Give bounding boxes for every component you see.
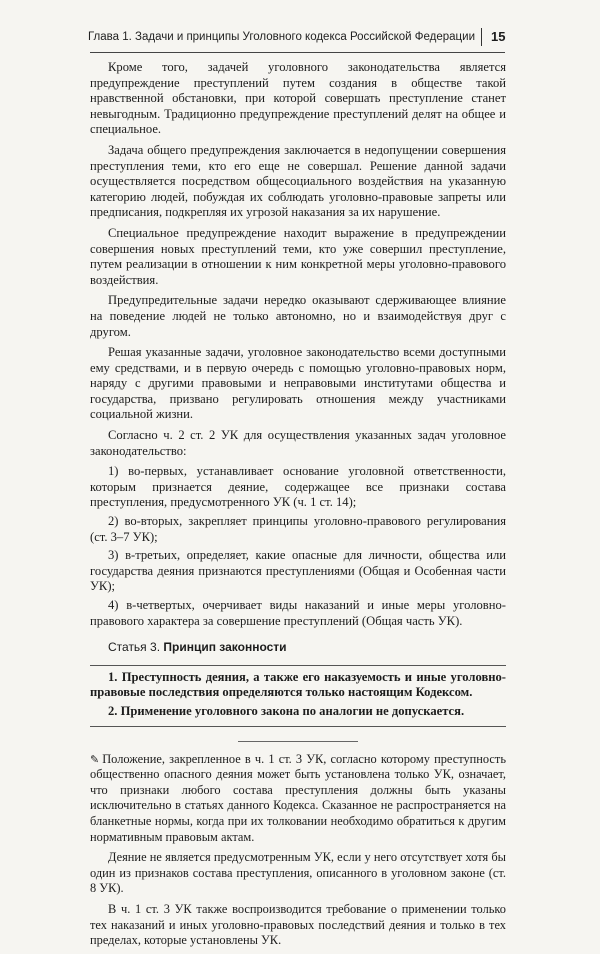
comment-paragraph: В ч. 1 ст. 3 УК также воспроизводится требование о применении только тех наказаний и иных уголовно-правовых последствий деяния и только в тех пределах, которые установлены УК. [90, 901, 506, 948]
commentary [90, 752, 506, 949]
comment-paragraph: Деяние не является предусмотренным УК, если у него отсутствует хотя бы один из признаков состава преступления, описанного в уголовном законе (ст. 8 УК). [90, 850, 506, 896]
comment-paragraph-text: Положение, закрепленное в ч. 1 ст. 3 УК, согласно которому преступность общественно опасного деяния может быть установлена только УК, означает, что признаки любого состава преступления должны быть указаны исключительно в статьях данного Кодекса. Сказанное не распространяется на бланкетные нормы, когда при их толковании необходимо обратиться к другим нормативным правовым актам. [90, 751, 506, 844]
article-text-box [90, 665, 506, 727]
article-part: 2. Применение уголовного закона по аналогии не допускается. [108, 703, 465, 718]
header-rule [90, 52, 505, 53]
list-item: 1) во-первых, устанавливает основание уголовной ответственности, которым признается деяние, содержащее все признаки состава преступления, предусмотренного УК (ч. 1 ст. 14); [90, 464, 506, 510]
article-part: 1. Преступность деяния, а также его наказуемость и иные уголовно-правовые последствия определяются только настоящим Кодексом. [90, 669, 506, 700]
list-item: 3) в-третьих, определяет, какие опасные для личности, общества или государства деяния признаются преступлениями (Общая и Особенная части УК); [90, 548, 506, 594]
paragraph: Специальное предупреждение находит выражение в предупреждении совершения новых преступлений теми, кто уже совершил преступление, путем реализации в отношении к ним конкретной меры уголовно-правового воздействия. [90, 225, 506, 287]
comment-divider [238, 741, 358, 742]
paragraph: Кроме того, задачей уголовного законодательства является предупреждение преступлений путем создания в обществе такой нравственной обстановки, при которой совершать преступление станет невыгодным. Традиционно предупреждение преступлений делят на общее и специальное. [90, 60, 506, 137]
list-item: 2) во-вторых, закрепляет принципы уголовно-правового регулирования (ст. 3–7 УК); [90, 514, 506, 544]
paragraph: Задача общего предупреждения заключается в недопущении совершения преступления теми, кто его еще не совершал. Решение данной задачи осуществляется посредством общесоциального воздействия на указанную категорию людей, побуждая их соблюдать уголовно-правовые запреты или предписания, подкрепляя их угрозой наказания за их нарушение. [90, 142, 506, 220]
page-body [90, 60, 506, 954]
article-heading [90, 640, 506, 656]
paragraph: Согласно ч. 2 ст. 2 УК для осуществления указанных задач уголовное законодательство: [90, 428, 506, 458]
page-number: 15 [491, 29, 506, 44]
list-item: 4) в-четвертых, очерчивает виды наказаний и иные меры уголовно-правового характера за совершение преступлений (Общая часть УК). [90, 598, 506, 628]
running-header [0, 28, 600, 50]
header-separator [481, 28, 482, 46]
chapter-title: Глава 1. Задачи и принципы Уголовного кодекса Российской Федерации [87, 31, 475, 43]
comment-paragraph [90, 752, 506, 846]
article-name: Принцип законности [163, 640, 287, 655]
paragraph: Решая указанные задачи, уголовное законодательство всеми доступными ему средствами, и в первую очередь с помощью уголовно-правовых норм, наряду с другими правовыми и неправовыми институтами общества и государства, призвано регулировать отношения между участниками социальной жизни. [90, 345, 506, 422]
pencil-icon: ✎ [90, 752, 100, 766]
article-number: Статья 3. [108, 640, 161, 655]
paragraph: Предупредительные задачи нередко оказывают сдерживающее влияние на поведение людей не только автономно, но и взаимодействуя друг с другом. [90, 293, 506, 339]
